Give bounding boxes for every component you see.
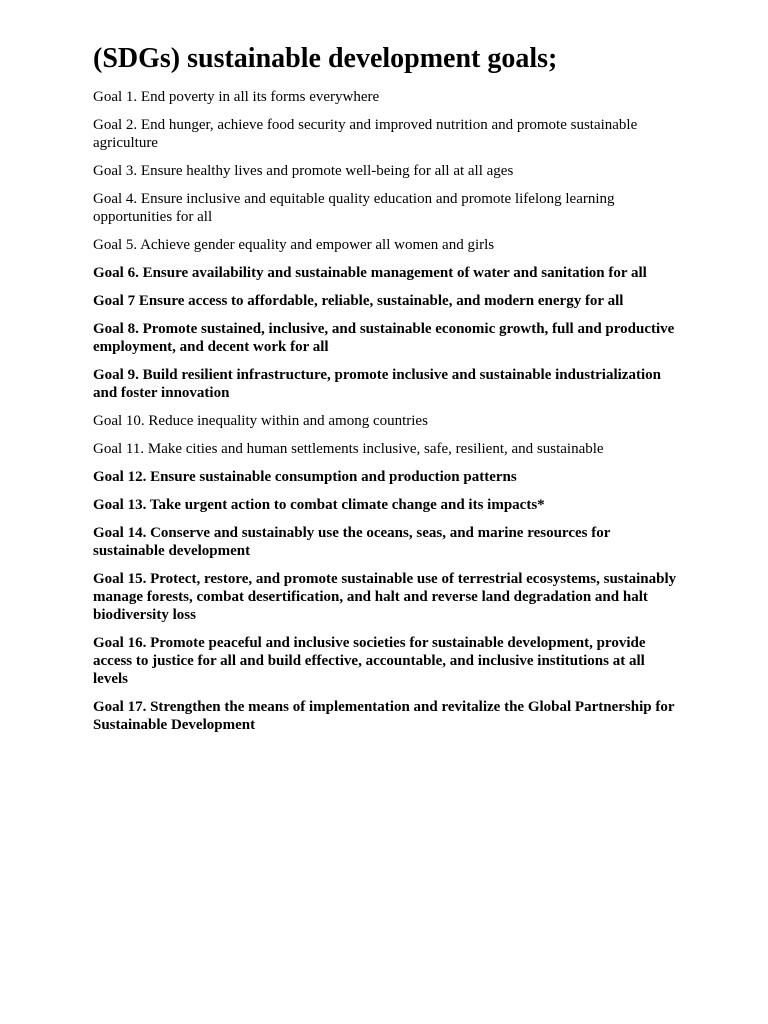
goal-item: Goal 11. Make cities and human settlements inclusive, safe, resilient, and sustainable (93, 441, 604, 457)
goal-item: Goal 8. Promote sustained, inclusive, and sustainable economic growth, full and productive employment, and decent work for all (93, 321, 675, 355)
goal-item: Goal 15. Protect, restore, and promote sustainable use of terrestrial ecosystems, sustainably manage forests, combat desertification, and halt and reverse land degradation and halt biodiversity loss (93, 571, 677, 623)
goal-item: Goal 16. Promote peaceful and inclusive societies for sustainable development, provide access to justice for all and build effective, accountable, and inclusive institutions at all levels (93, 635, 646, 687)
goal-item: Goal 7 Ensure access to affordable, reliable, sustainable, and modern energy for all (93, 293, 624, 309)
goal-item: Goal 1. End poverty in all its forms everywhere (93, 89, 380, 105)
goal-item: Goal 3. Ensure healthy lives and promote well-being for all at all ages (93, 163, 514, 179)
goal-item: Goal 10. Reduce inequality within and among countries (93, 413, 428, 429)
goal-item: Goal 2. End hunger, achieve food security and improved nutrition and promote sustainable agriculture (93, 117, 638, 151)
goal-item: Goal 14. Conserve and sustainably use the oceans, seas, and marine resources for sustainable development (93, 525, 611, 559)
goal-item: Goal 6. Ensure availability and sustainable management of water and sanitation for all (93, 265, 647, 281)
goal-item: Goal 9. Build resilient infrastructure, promote inclusive and sustainable industrialization and foster innovation (93, 367, 661, 401)
goal-item: Goal 12. Ensure sustainable consumption and production patterns (93, 469, 517, 485)
goal-list (93, 88, 678, 734)
document-page (93, 42, 678, 744)
document-title: (SDGs) sustainable development goals; (93, 43, 558, 74)
goal-item: Goal 4. Ensure inclusive and equitable quality education and promote lifelong learning opportunities for all (93, 191, 615, 225)
goal-item: Goal 5. Achieve gender equality and empower all women and girls (93, 237, 495, 253)
goal-item: Goal 13. Take urgent action to combat climate change and its impacts* (93, 497, 545, 513)
goal-item: Goal 17. Strengthen the means of implementation and revitalize the Global Partnership for Sustainable Development (93, 699, 675, 733)
